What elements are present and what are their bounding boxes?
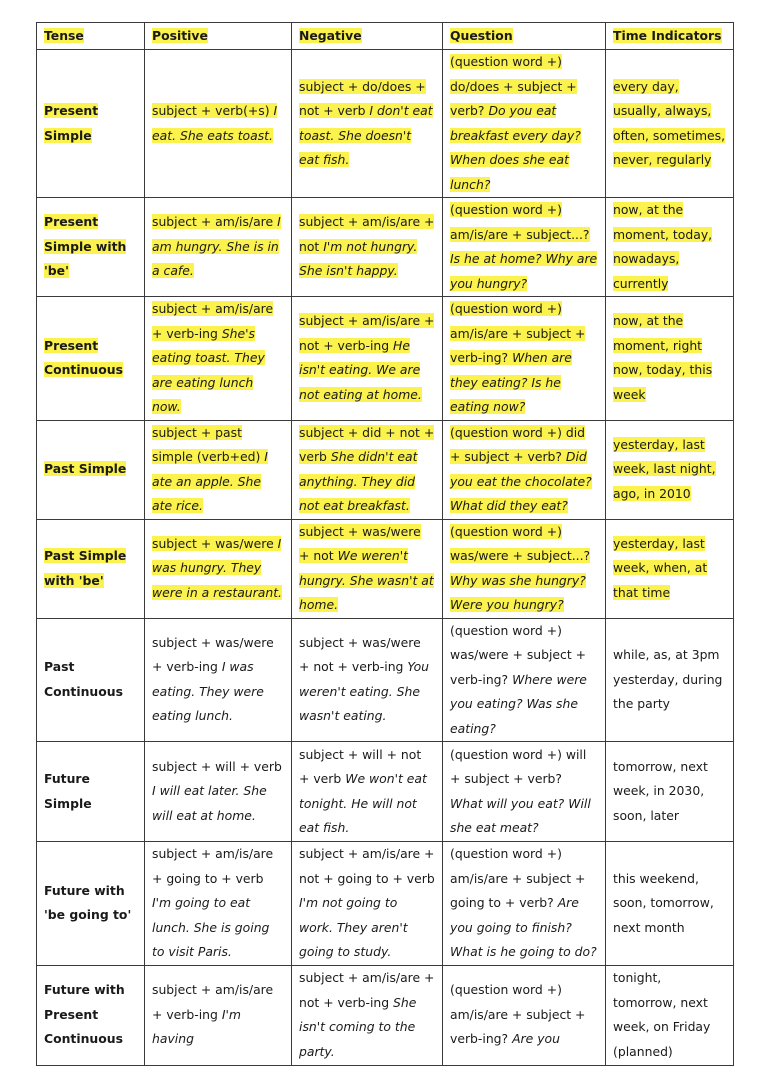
question-formula: (question word +) did + subject + verb? [450, 424, 586, 464]
tense-name-cell [37, 420, 145, 519]
negative-formula: subject + am/is/are + not + going to + verb [299, 846, 435, 886]
table-row [37, 519, 734, 618]
positive-example: She's eating toast. They are eating lunch now. [152, 325, 265, 414]
highlight [613, 437, 716, 501]
tense-name-cell [37, 198, 145, 297]
question-cell [443, 965, 606, 1065]
negative-formula: subject + do/does + not + verb [299, 78, 426, 118]
positive-formula: subject + am/is/are [152, 214, 278, 230]
highlight [152, 301, 273, 414]
negative-formula: subject + am/is/are + not + verb-ing [299, 970, 435, 1010]
highlight [44, 103, 98, 143]
positive-formula: subject + am/is/are + verb-ing [152, 301, 274, 341]
positive-cell [145, 618, 292, 742]
question-formula: (question word +) am/is/are + subject + verb-ing? [450, 982, 586, 1047]
question-example: Do you eat breakfast every day? When does she eat lunch? [450, 103, 581, 192]
time-indicators: now, at the moment, today, nowadays, currently [613, 202, 713, 291]
tense-name-cell [37, 618, 145, 742]
question-example: Did you eat the chocolate? What did they eat? [450, 449, 592, 513]
positive-formula: subject + past simple (verb+ed) [152, 424, 265, 464]
negative-example: We weren't hungry. She wasn't at home. [299, 548, 434, 612]
time-indicators: while, as, at 3pm yesterday, during the party [613, 647, 723, 711]
negative-example: I don't eat toast. She doesn't eat fish. [299, 103, 433, 167]
question-example: Why was she hungry? Were you hungry? [450, 572, 586, 612]
highlight [450, 202, 597, 291]
table-row [37, 965, 734, 1065]
tense-name: Past Simple with 'be' [44, 548, 127, 588]
table-row [37, 618, 734, 742]
header-negative: Negative [292, 23, 443, 50]
highlight [613, 313, 712, 402]
positive-cell [145, 50, 292, 198]
positive-example: I am hungry. She is in a cafe. [152, 214, 281, 279]
negative-example: I'm not going to work. They aren't going to study. [299, 895, 408, 959]
highlight [299, 214, 434, 278]
table-row [37, 842, 734, 966]
question-cell [443, 618, 606, 742]
question-cell [443, 198, 606, 297]
question-formula: (question word +) was/were + subject...? [450, 523, 591, 563]
time-indicators: now, at the moment, right now, today, this week [613, 313, 713, 402]
highlight [152, 103, 277, 143]
positive-cell [145, 420, 292, 519]
negative-cell [292, 297, 443, 421]
time-indicators-cell [606, 297, 734, 421]
positive-example: I was hungry. They were in a restaurant. [152, 535, 282, 600]
positive-example: I'm having [152, 1006, 241, 1047]
tense-name: Future with Present Continuous [44, 982, 125, 1047]
positive-formula: subject + will + verb [152, 758, 282, 774]
question-example: Are you [512, 1031, 560, 1047]
tense-name: Past Simple [44, 461, 127, 477]
question-cell [443, 420, 606, 519]
negative-cell [292, 965, 443, 1065]
negative-example: You weren't eating. She wasn't eating. [299, 659, 429, 724]
highlight [613, 202, 712, 291]
negative-example: I'm not hungry. She isn't happy. [299, 238, 418, 279]
highlight [152, 214, 281, 278]
question-formula: (question word +) am/is/are + subject + verb-ing? [450, 301, 586, 365]
time-indicators: yesterday, last week, last night, ago, in 2010 [613, 436, 716, 501]
table-row [37, 742, 734, 842]
tense-name: Future Simple [44, 771, 92, 811]
time-indicators-cell [606, 618, 734, 742]
positive-example: I'm going to eat lunch. She is going to visit Paris. [152, 895, 270, 959]
table-row [37, 198, 734, 297]
negative-formula: subject + was/were + not [299, 523, 421, 563]
time-indicators-cell [606, 519, 734, 618]
negative-cell [292, 198, 443, 297]
time-indicators-cell [606, 965, 734, 1065]
negative-formula: subject + was/were + not + verb-ing [299, 634, 421, 675]
question-formula: (question word +) do/does + subject + verb? [450, 54, 577, 118]
negative-cell [292, 842, 443, 966]
positive-cell [145, 297, 292, 421]
question-formula: (question word +) was/were + subject + verb-ing? [450, 622, 587, 687]
highlight [613, 79, 725, 168]
header-positive: Positive [145, 23, 292, 50]
highlight [450, 54, 581, 192]
question-formula: (question word +) am/is/are + subject + going to + verb? [450, 846, 586, 910]
highlight [44, 461, 126, 476]
question-cell [443, 50, 606, 198]
question-formula: (question word +) will + subject + verb? [450, 746, 587, 786]
time-indicators-cell [606, 420, 734, 519]
tense-name: Past Continuous [44, 659, 123, 699]
header-question: Question [443, 23, 606, 50]
highlight [44, 338, 123, 378]
tense-name: Present Continuous [44, 337, 123, 378]
positive-formula: subject + was/were + verb-ing [152, 634, 274, 675]
question-cell [443, 297, 606, 421]
time-indicators: tomorrow, next week, in 2030, soon, later [613, 758, 708, 823]
grammar-tenses-table [36, 22, 734, 1066]
negative-example: She isn't coming to the party. [299, 994, 417, 1059]
question-formula: (question word +) am/is/are + subject...? [450, 202, 590, 242]
negative-formula: subject + did + not + verb [299, 424, 435, 464]
time-indicators-cell [606, 50, 734, 198]
positive-formula: subject + am/is/are + going to + verb [152, 846, 274, 886]
tense-name: Future with 'be going to' [44, 882, 132, 923]
negative-cell [292, 420, 443, 519]
negative-cell [292, 742, 443, 842]
time-indicators: tonight, tomorrow, next week, on Friday (planned) [613, 970, 711, 1059]
negative-cell [292, 50, 443, 198]
negative-example: We won't eat tonight. He will not eat fish. [299, 771, 427, 835]
time-indicators-cell [606, 198, 734, 297]
tense-name: Present Simple with 'be' [44, 214, 127, 279]
header-tense: Tense [37, 23, 145, 50]
positive-example: I ate an apple. She ate rice. [152, 449, 268, 513]
question-example: Are you going to finish? What is he going to do? [450, 895, 597, 959]
tense-name-cell [37, 519, 145, 618]
highlight [299, 425, 434, 514]
tense-name-cell [37, 965, 145, 1065]
positive-example: I will eat later. She will eat at home. [152, 783, 267, 823]
question-example: Is he at home? Why are you hungry? [450, 251, 598, 291]
positive-formula: subject + am/is/are + verb-ing [152, 982, 274, 1022]
question-example: Where were you eating? Was she eating? [450, 671, 587, 736]
table-row [37, 297, 734, 421]
negative-formula: subject + am/is/are + not + verb-ing [299, 313, 435, 353]
positive-cell [145, 198, 292, 297]
highlight [152, 425, 268, 514]
negative-cell [292, 519, 443, 618]
negative-formula: subject + will + not + verb [299, 746, 422, 786]
tense-name-cell [37, 742, 145, 842]
highlight [152, 536, 282, 600]
question-cell [443, 742, 606, 842]
positive-cell [145, 965, 292, 1065]
time-indicators: this weekend, soon, tomorrow, next month [613, 870, 714, 935]
question-example: When are they eating? Is he eating now? [450, 350, 572, 414]
highlight [450, 524, 590, 613]
highlight [299, 524, 434, 613]
highlight [613, 536, 707, 600]
table-row [37, 420, 734, 519]
negative-formula: subject + am/is/are + not [299, 214, 435, 254]
time-indicators-cell [606, 842, 734, 966]
time-indicators-cell [606, 742, 734, 842]
question-cell [443, 842, 606, 966]
tense-name-cell [37, 297, 145, 421]
negative-example: He isn't eating. We are not eating at home. [299, 337, 422, 402]
question-example: What will you eat? Will she eat meat? [450, 795, 591, 835]
table-row [37, 50, 734, 198]
highlight [299, 313, 434, 402]
positive-cell [145, 519, 292, 618]
positive-formula: subject + was/were [152, 535, 278, 551]
positive-formula: subject + verb(+s) [152, 103, 274, 118]
negative-cell [292, 618, 443, 742]
time-indicators: every day, usually, always, often, sometimes, never, regularly [613, 78, 726, 167]
question-cell [443, 519, 606, 618]
highlight [450, 301, 585, 414]
highlight [44, 214, 126, 278]
header-time-indicators: Time Indicators [606, 23, 734, 50]
highlight [299, 79, 433, 168]
positive-cell [145, 842, 292, 966]
positive-cell [145, 742, 292, 842]
tense-name-cell [37, 50, 145, 198]
highlight [450, 425, 592, 514]
tense-name: Present Simple [44, 103, 99, 143]
time-indicators: yesterday, last week, when, at that time [613, 535, 708, 600]
negative-example: She didn't eat anything. They did not eat breakfast. [299, 449, 418, 513]
highlight [44, 548, 126, 588]
positive-example: I eat. She eats toast. [152, 103, 278, 143]
table-header-row [37, 23, 734, 50]
positive-example: I was eating. They were eating lunch. [152, 659, 264, 724]
tense-name-cell [37, 842, 145, 966]
